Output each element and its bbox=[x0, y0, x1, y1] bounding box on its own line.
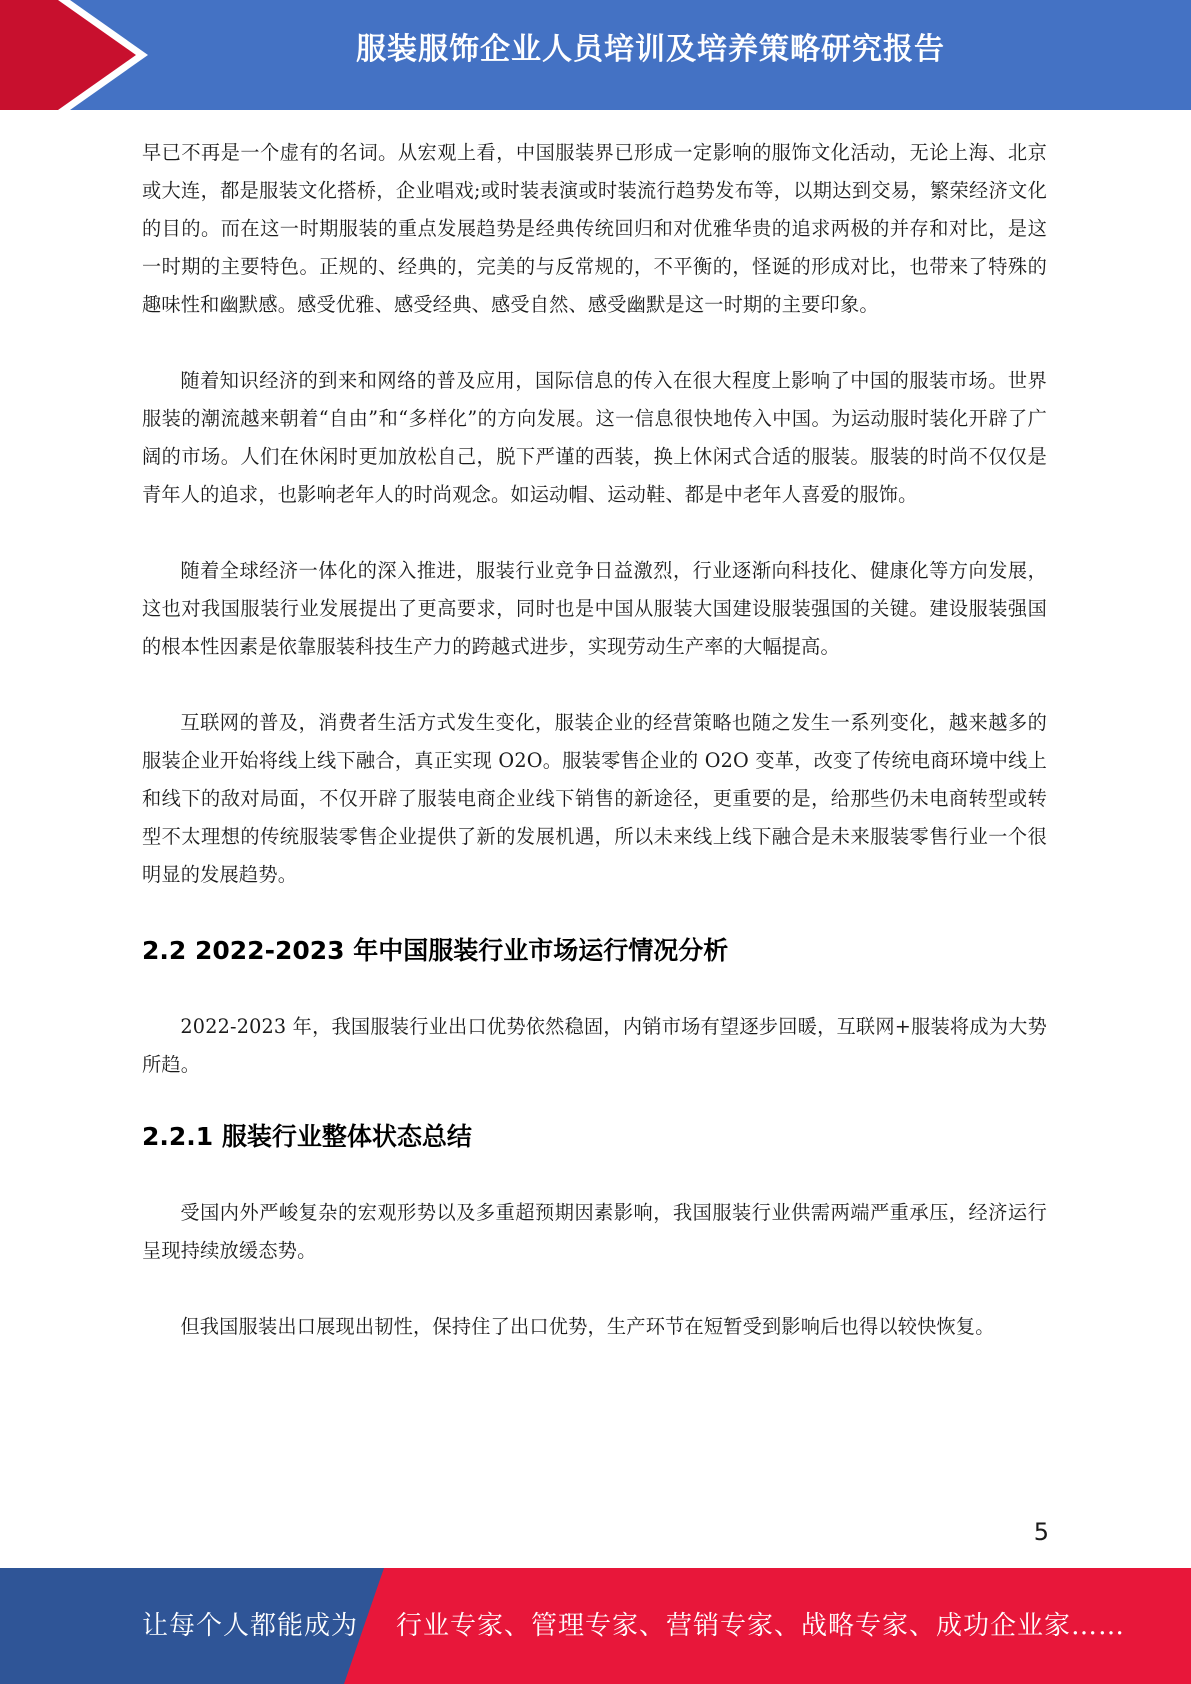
footer-slogan-left: 让每个人都能成为 bbox=[142, 1611, 359, 1641]
paragraph-5: 2022-2023 年，我国服装行业出口优势依然稳固，内销市场有望逐步回暖，互联网+服装将成为大势所趋。 bbox=[142, 1015, 1047, 1076]
paragraph-3: 随着全球经济一体化的深入推进，服装行业竞争日益激烈，行业逐渐向科技化、健康化等方向发展，这也对我国服装行业发展提出了更高要求，同时也是中国从服装大国建设服装强国的关键。建设服装强国的根本性因素是依靠服装科技生产力的跨越式进步，实现劳动生产率的大幅提高。 bbox=[142, 559, 1047, 658]
subsection-heading: 2.2.1 服装行业整体状态总结 bbox=[142, 1122, 472, 1151]
paragraph-1: 早已不再是一个虚有的名词。从宏观上看，中国服装界已形成一定影响的服饰文化活动，无论上海、北京或大连，都是服装文化搭桥，企业唱戏;或时装表演或时装流行趋势发布等，以期达到交易，繁荣经济文化的目的。而在这一时期服装的重点发展趋势是经典传统回归和对优雅华贵的追求两极的并存和对比，是这一时期的主要特色。正规的、经典的，完美的与反常规的，不平衡的，怪诞的形成对比，也带来了特殊的趣味性和幽默感。感受优雅、感受经典、感受自然、感受幽默是这一时期的主要印象。 bbox=[142, 141, 1047, 316]
paragraph-4: 互联网的普及，消费者生活方式发生变化，服装企业的经营策略也随之发生一系列变化，越来越多的服装企业开始将线上线下融合，真正实现 O2O。服装零售企业的 O2O 变革，改变了传统电商环境中线上和线下的敌对局面，不仅开辟了服装电商企业线下销售的新途径，更重要的是，给那些仍未电商转型或转型不太理想的传统服装零售企业提供了新的发展机遇，所以未来线上线下融合是未来服装零售行业一个很明显的发展趋势。 bbox=[142, 711, 1047, 886]
paragraph-6: 受国内外严峻复杂的宏观形势以及多重超预期因素影响，我国服装行业供需两端严重承压，经济运行呈现持续放缓态势。 bbox=[142, 1201, 1047, 1262]
document-body bbox=[142, 134, 1047, 1346]
paragraph-7: 但我国服装出口展现出韧性，保持住了出口优势，生产环节在短暂受到影响后也得以较快恢复。 bbox=[180, 1315, 995, 1338]
report-title: 服装服饰企业人员培训及培养策略研究报告 bbox=[356, 32, 945, 67]
page-number: 5 bbox=[1033, 1518, 1049, 1546]
header-arrow-icon bbox=[0, 0, 160, 110]
footer-slogan-right: 行业专家、管理专家、营销专家、战略专家、成功企业家…… bbox=[396, 1611, 1126, 1641]
page-footer bbox=[0, 1568, 1191, 1684]
paragraph-2: 随着知识经济的到来和网络的普及应用，国际信息的传入在很大程度上影响了中国的服装市场。世界服装的潮流越来朝着“自由”和“多样化”的方向发展。这一信息很快地传入中国。为运动服时装化开辟了广阔的市场。人们在休闲时更加放松自己，脱下严谨的西装，换上休闲式合适的服装。服装的时尚不仅仅是青年人的追求，也影响老年人的时尚观念。如运动帽、运动鞋、都是中老年人喜爱的服饰。 bbox=[142, 369, 1047, 506]
page-header bbox=[0, 0, 1191, 110]
section-heading: 2.2 2022-2023 年中国服装行业市场运行情况分析 bbox=[142, 936, 729, 965]
